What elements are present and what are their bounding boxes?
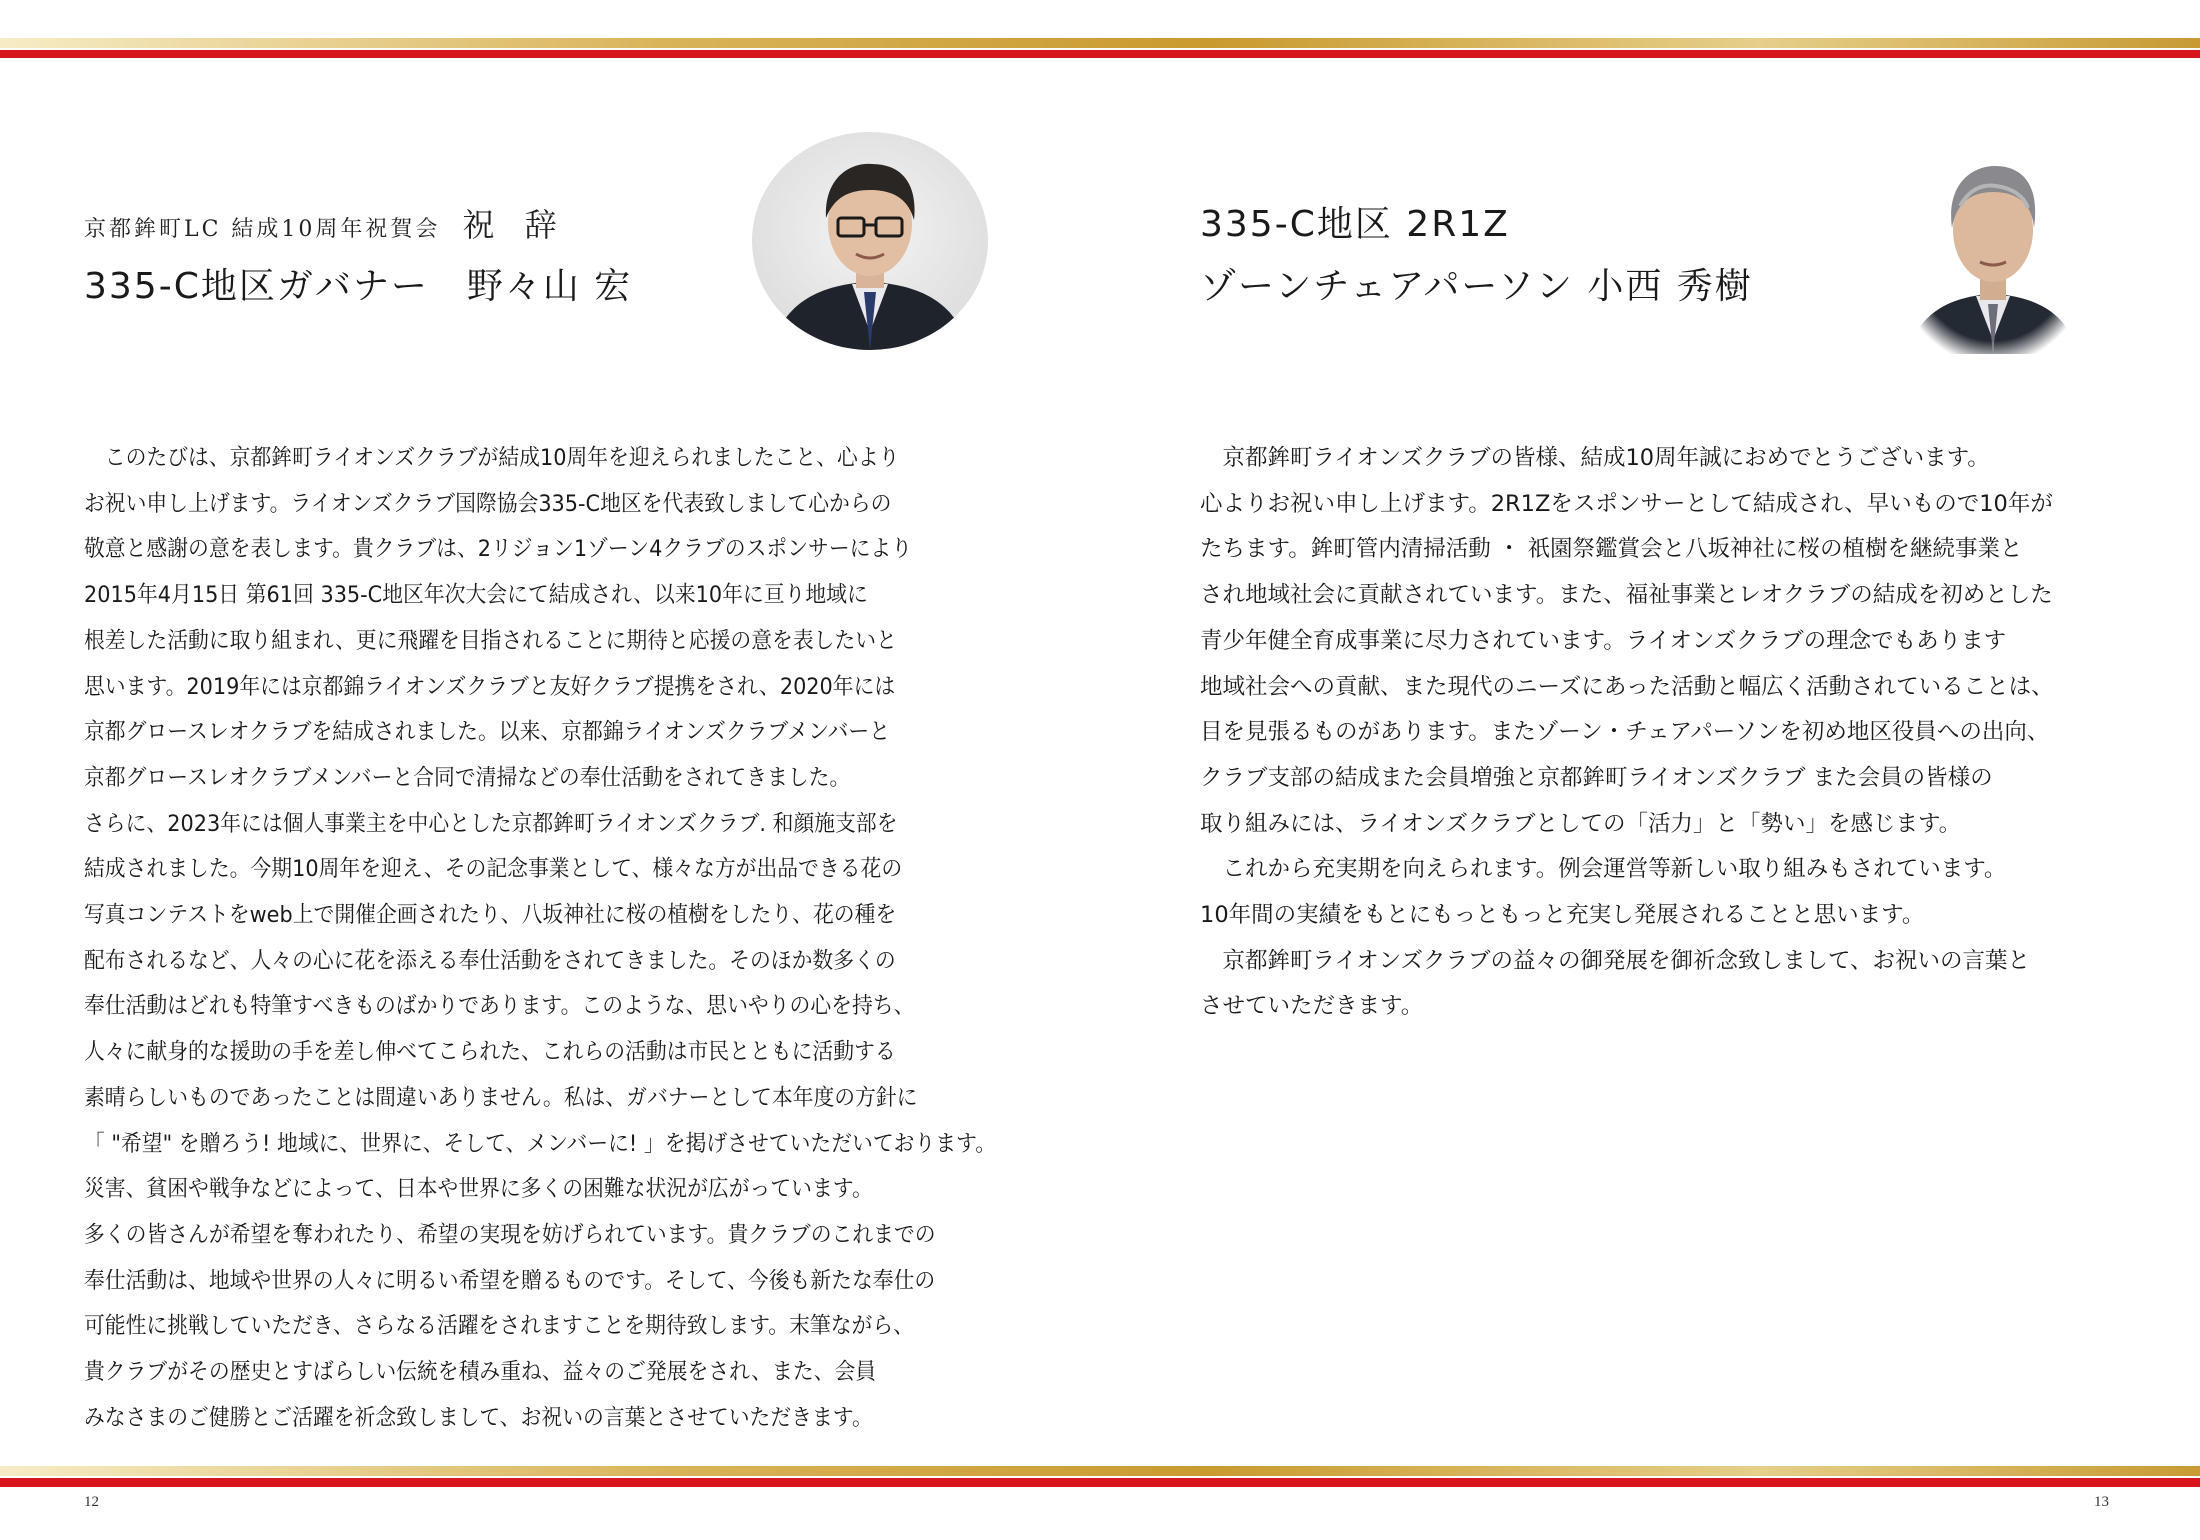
left-body-line: 人々に献身的な援助の手を差し伸べてこられた、これらの活動は市民とともに活動する [84, 1039, 896, 1066]
top-red-band [0, 50, 2200, 58]
page-number-left: 12 [84, 1494, 99, 1510]
left-body-line: 災害、貧困や戦争などによって、日本や世界に多くの困難な状況が広がっています。 [84, 1176, 873, 1203]
speech-label: 祝 辞 [462, 206, 567, 244]
bottom-red-band [0, 1478, 2200, 1487]
right-body-line: クラブ支部の結成また会員増強と京都鉾町ライオンズクラブ また会員の皆様の [1200, 764, 1993, 791]
left-body-line: 思います。2019年には京都錦ライオンズクラブと友好クラブ提携をされ、2020年には [84, 673, 896, 700]
left-body-line: 奉仕活動はどれも特筆すべきものばかりであります。このような、思いやりの心を持ち、 [84, 993, 915, 1020]
right-speaker-title: ゾーンチェアパーソン 小西 秀樹 [1200, 266, 1753, 307]
right-body-line: 青少年健全育成事業に尽力されています。ライオンズクラブの理念でもあります [1200, 627, 2007, 654]
left-body-line: 写真コンテストをweb上で開催企画されたり、八坂神社に桜の植樹をしたり、花の種を [84, 902, 897, 929]
left-body-line: 京都グロースレオクラブを結成されました。以来、京都錦ライオンズクラブメンバーと [84, 719, 891, 746]
right-body-line: 地域社会への貢献、また現代のニーズにあった活動と幅広く活動されていることは、 [1200, 673, 2054, 700]
left-speaker-photo [752, 132, 988, 350]
left-body-line: 多くの皆さんが希望を奪われたり、希望の実現を妨げられています。貴クラブのこれまでの [84, 1221, 936, 1248]
left-body-line: みなさまのご健勝とご活躍を祈念致しまして、お祝いの言葉とさせていただきます。 [84, 1404, 873, 1431]
left-body-line: さらに、2023年には個人事業主を中心とした京都鉾町ライオンズクラブ. 和顔施支部を [84, 810, 898, 837]
left-body [84, 436, 1070, 1441]
left-body-line: 敬意と感謝の意を表します。貴クラブは、2リジョン1ゾーン4クラブのスポンサーにより [84, 536, 913, 563]
top-gold-band [0, 38, 2200, 48]
left-body-line: 素晴らしいものであったことは間違いありません。私は、ガバナーとして本年度の方針に [84, 1084, 918, 1111]
right-body-line: させていただきます。 [1200, 993, 1424, 1020]
right-body-line: 取り組みには、ライオンズクラブとしての「活力」と「勢い」を感じます。 [1200, 810, 1962, 837]
right-body-line: これから充実期を向えられます。例会運営等新しい取り組みもされています。 [1200, 856, 2007, 883]
right-body-line: 京都鉾町ライオンズクラブの皆様、結成10周年誠におめでとうございます。 [1200, 445, 1990, 471]
right-body-line: 目を見張るものがあります。またゾーン・チェアパーソンを初め地区役員への出向、 [1200, 719, 2050, 746]
right-speaker-photo [1900, 136, 2086, 354]
left-body-line: 配布されるなど、人々の心に花を添える奉仕活動をされてきました。そのほか数多くの [84, 947, 896, 974]
left-body-line: 奉仕活動は、地域や世界の人々に明るい希望を贈るものです。そして、今後も新たな奉仕の [84, 1267, 936, 1294]
left-body-line: 京都グロースレオクラブメンバーと合同で清掃などの奉仕活動をされてきました。 [84, 764, 851, 791]
right-body [1200, 436, 2054, 1030]
right-body-line: 京都鉾町ライオンズクラブの益々の御発展を御祈念致しまして、お祝いの言葉と [1200, 947, 2031, 974]
right-heading-line1: 335-C地区 2R1Z [1200, 204, 1510, 245]
left-body-line: 可能性に挑戦していただき、さらなる活躍をされますことを期待致します。末筆ながら、 [84, 1313, 914, 1340]
left-speaker-title: 335-C地区ガバナー 野々山 宏 [84, 266, 633, 307]
right-body-line: 10年間の実績をもとにもっともっと充実し発展されることと思います。 [1200, 902, 1925, 929]
page-number-right: 13 [2094, 1494, 2109, 1510]
left-body-line: お祝い申し上げます。ライオンズクラブ国際協会335-C地区を代表致しまして心からの [84, 490, 892, 517]
event-title: 京都鉾町LC 結成10周年祝賀会 [84, 217, 441, 242]
left-body-line: 結成されました。今期10周年を迎え、その記念事業として、様々な方が出品できる花の [84, 856, 903, 883]
right-body-line: 心よりお祝い申し上げます。2R1Zをスポンサーとして結成され、早いもので10年が [1200, 490, 2053, 517]
left-body-line: 2015年4月15日 第61回 335-C地区年次大会にて結成され、以来10年に亘り地域に [84, 582, 868, 609]
left-body-line: 根差した活動に取り組まれ、更に飛躍を目指されることに期待と応援の意を表したいと [84, 627, 897, 654]
left-body-line: 貴クラブがその歴史とすばらしい伝統を積み重ね、益々のご発展をされ、また、会員 [84, 1359, 877, 1386]
left-body-line: 「 "希望" を贈ろう! 地域に、世界に、そして、メンバーに! 」を掲げさせていただいております。 [84, 1130, 997, 1157]
left-body-line: このたびは、京都鉾町ライオンズクラブが結成10周年を迎えられましたこと、心より [84, 445, 900, 471]
bottom-gold-band [0, 1466, 2200, 1476]
right-body-line: たちます。鉾町管内清掃活動 ・ 祇園祭鑑賞会と八坂神社に桜の植樹を継続事業と [1200, 536, 2023, 563]
left-heading-line1 [84, 200, 567, 246]
right-body-line: され地域社会に貢献されています。また、福祉事業とレオクラブの結成を初めとした [1200, 582, 2053, 609]
